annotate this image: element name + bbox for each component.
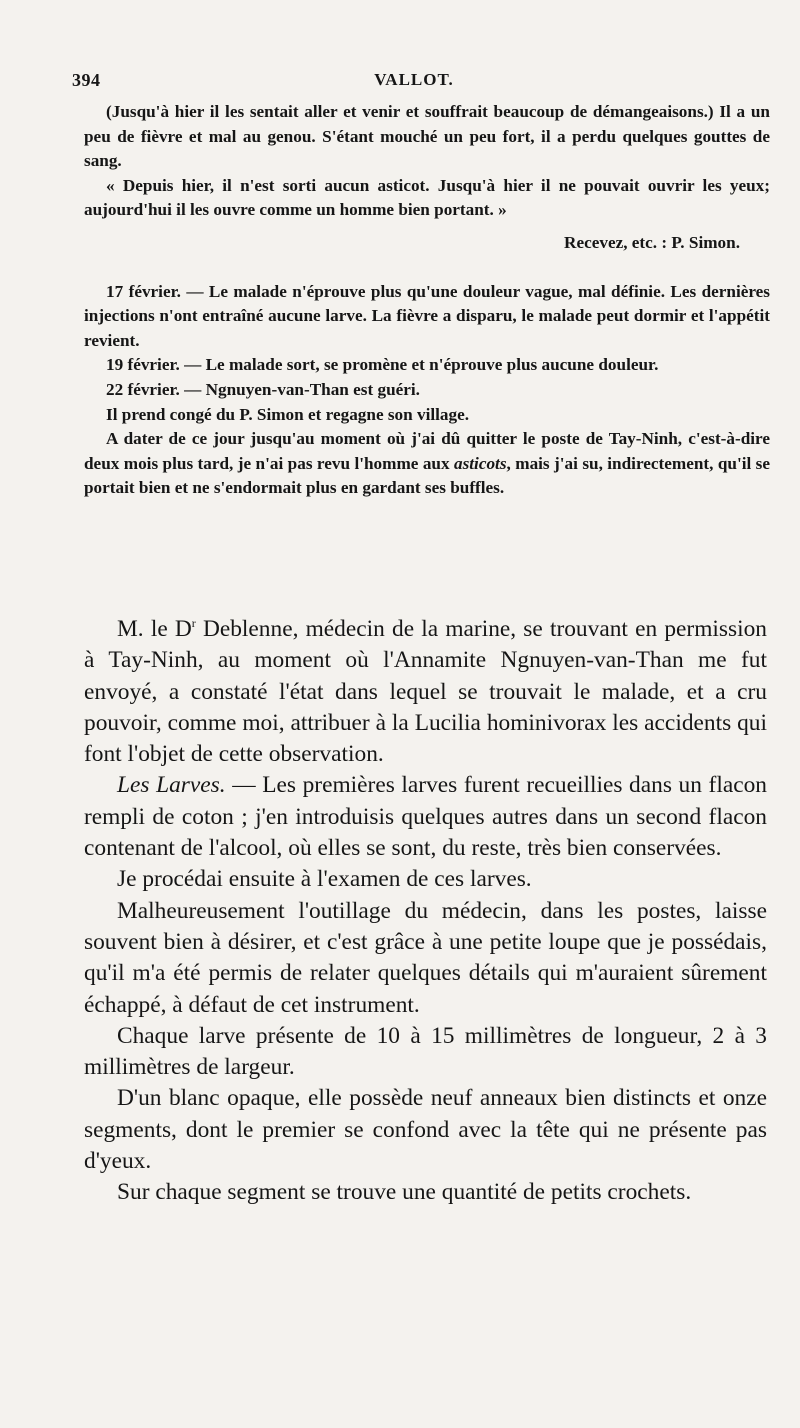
- journal-entry: 17 février. — Le malade n'éprouve plus qu'une douleur vague, mal définie. Les dernières injections n'ont entraîné aucune larve. La fièvre a disparu, le malade peut dormir et l'appétit revient.: [84, 281, 770, 350]
- body-paragraph: Malheureusement l'outillage du médecin, dans les postes, laisse souvent bien à désirer, et c'est grâce à une petite loupe que je possédais, qu'il m'a été permis de relater quelques détails qui m'auraient sûrement échappé, à défaut de cet instrument.: [84, 897, 767, 1018]
- body-text: M. le D: [117, 616, 192, 642]
- journal-entry: Il prend congé du P. Simon et regagne son village.: [106, 404, 470, 424]
- main-text-section: [84, 614, 767, 1209]
- page-header: [68, 70, 760, 100]
- letter-signoff: Recevez, etc. : P. Simon.: [564, 232, 740, 252]
- letter-paragraph: « Depuis hier, il n'est sorti aucun asticot. Jusqu'à hier il ne pouvait ouvrir les yeux; aujourd'hui il les ouvre comme un homme bien portant. »: [84, 175, 770, 220]
- body-paragraph: D'un blanc opaque, elle possède neuf anneaux bien distincts et onze segments, dont le premier se confond avec la tête qui ne présente pas d'yeux.: [84, 1085, 767, 1175]
- body-paragraph: Chaque larve présente de 10 à 15 millimètres de longueur, 2 à 3 millimètres de largeur.: [84, 1022, 767, 1081]
- body-paragraph: Sur chaque segment se trouve une quantité de petits crochets.: [117, 1179, 692, 1206]
- journal-entry: 22 février. — Ngnuyen-van-Than est guéri.: [106, 379, 420, 399]
- body-paragraph: [84, 614, 767, 770]
- italic-term: asticots: [454, 453, 507, 473]
- small-print-section: [84, 100, 770, 501]
- journal-entry: 19 février. — Le malade sort, se promène et n'éprouve plus aucune douleur.: [106, 355, 659, 375]
- journal-text: A dater de ce jour jusqu'au moment où j'ai dû quitter le poste de Tay-Ninh, c'est-à-dire deux mois plus tard, je n'ai pas revu l'homme aux: [84, 429, 770, 473]
- superscript: r: [191, 616, 196, 631]
- letter-paragraph: (Jusqu'à hier il les sentait aller et venir et souffrait beaucoup de démangeaisons.) Il a un peu de fièvre et mal au genou. S'étant mouché un peu fort, il a perdu quelques gouttes de sang.: [84, 102, 770, 171]
- page-number: 394: [72, 70, 101, 90]
- running-title: VALLOT.: [374, 70, 454, 89]
- journal-entry: [84, 427, 770, 501]
- journal-text: , mais j'ai su, indirectement, qu'il se portait bien et ne s'endormait plus en gardant ses buffles.: [84, 453, 771, 498]
- body-paragraph: [84, 770, 767, 864]
- section-heading: Les Larves.: [117, 772, 226, 799]
- body-text: — Les premières larves furent recueillies dans un flacon rempli de coton ; j'en introduisis quelques autres dans un second flacon contenant de l'alcool, où elles se sont, du reste, très bien conservées.: [84, 772, 767, 862]
- body-text: Deblenne, médecin de la marine, se trouvant en permission à Tay-Ninh, au moment où l'Annamite Ngnuyen-van-Than me fut envoyé, a constaté l'état dans lequel se trouvait le malade, et a cru pouvoir, comme moi, attribuer à la Lucilia hominivorax les accidents qui font l'objet de cette observation.: [84, 616, 767, 768]
- body-paragraph: Je procédai ensuite à l'examen de ces larves.: [117, 866, 532, 893]
